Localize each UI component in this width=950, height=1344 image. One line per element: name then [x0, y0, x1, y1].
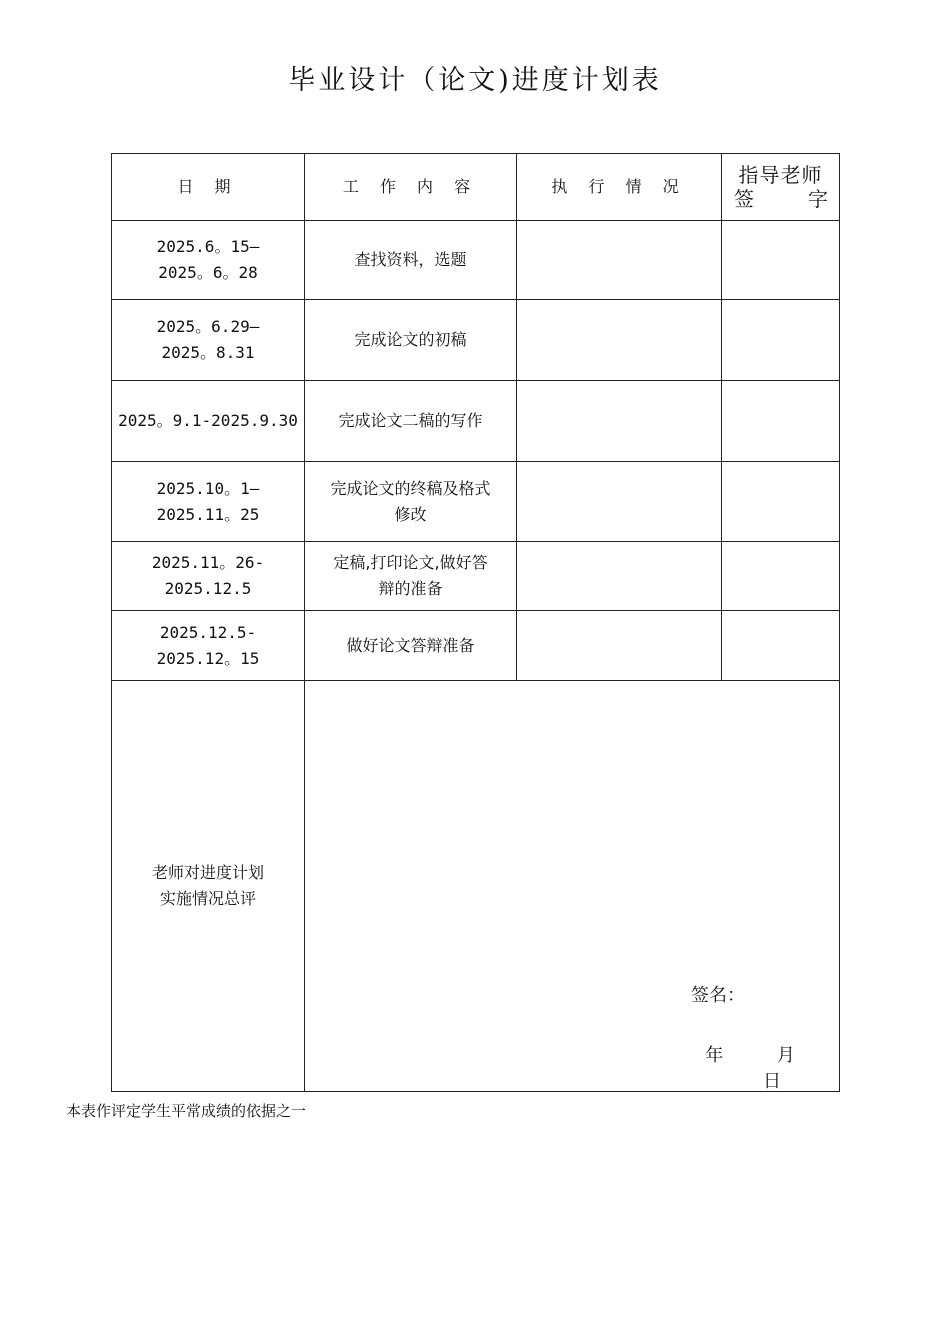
date-line: 2025.11。26-	[151, 553, 265, 572]
table-row	[112, 542, 840, 611]
work-content-cell	[305, 542, 517, 611]
date-cell	[112, 611, 305, 681]
date-line: 2025。6.29—	[156, 317, 260, 336]
table-row	[112, 462, 840, 542]
work-content-cell	[305, 300, 517, 381]
execution-status-cell[interactable]	[517, 611, 722, 681]
header-execution-status: 执 行 情 况	[517, 154, 722, 221]
work-line: 查找资料，选题	[354, 250, 467, 269]
date-line: 2025.6。15—	[156, 237, 260, 256]
header-signature-char-2: 字	[808, 187, 829, 211]
execution-status-cell[interactable]	[517, 542, 722, 611]
signature-date-year: 年	[705, 1045, 724, 1066]
schedule-table	[111, 153, 840, 1092]
execution-status-cell[interactable]	[517, 221, 722, 300]
execution-status-cell[interactable]	[517, 381, 722, 462]
work-line: 完成论文二稿的写作	[338, 411, 483, 430]
summary-label-cell	[112, 681, 305, 1092]
date-line: 2025。6。28	[158, 263, 258, 282]
date-cell	[112, 542, 305, 611]
table-row	[112, 381, 840, 462]
table-row	[112, 300, 840, 381]
advisor-signature-cell[interactable]	[722, 611, 840, 681]
page-title: 毕业设计（论文)进度计划表	[288, 65, 662, 96]
table-row	[112, 221, 840, 300]
work-line: 做好论文答辩准备	[346, 635, 475, 655]
summary-row	[112, 681, 840, 1092]
date-line: 2025.10。1—	[156, 478, 260, 498]
date-cell	[112, 381, 305, 462]
date-line: 2025.12.5-	[159, 622, 257, 642]
work-line: 完成论文的初稿	[354, 330, 467, 349]
advisor-signature-cell[interactable]	[722, 542, 840, 611]
table-row	[112, 611, 840, 681]
summary-label-line: 实施情况总评	[159, 889, 256, 908]
date-line: 2025。8.31	[161, 343, 255, 362]
summary-comment-area[interactable]	[305, 681, 840, 1092]
advisor-signature-cell[interactable]	[722, 381, 840, 462]
signature-date-day: 日	[763, 1071, 781, 1092]
work-content-cell	[305, 381, 517, 462]
work-line: 完成论文的终稿及格式	[330, 478, 491, 498]
work-content-cell	[305, 221, 517, 300]
date-line: 2025。9.1-2025.9.30	[118, 411, 298, 430]
work-content-cell	[305, 462, 517, 542]
advisor-signature-cell[interactable]	[722, 462, 840, 542]
work-line: 定稿,打印论文,做好答	[333, 553, 488, 572]
work-content-cell	[305, 611, 517, 681]
date-line: 2025.12。15	[156, 648, 260, 668]
header-date: 日 期	[112, 154, 305, 221]
execution-status-cell[interactable]	[517, 462, 722, 542]
date-cell	[112, 462, 305, 542]
signature-date	[705, 1043, 839, 1095]
signature-date-month: 月	[776, 1045, 795, 1066]
advisor-signature-cell[interactable]	[722, 300, 840, 381]
header-signature-label	[726, 187, 835, 211]
execution-status-cell[interactable]	[517, 300, 722, 381]
footnote: 本表作评定学生平常成绩的依据之一	[66, 1102, 307, 1120]
signature-label: 签名：	[691, 985, 745, 1006]
header-signature-char-1: 签	[734, 187, 755, 211]
header-advisor-label: 指导老师	[738, 163, 823, 187]
header-advisor-signature	[722, 154, 840, 221]
header-work-content: 工 作 内 容	[305, 154, 517, 221]
header-row	[112, 154, 840, 221]
date-cell	[112, 221, 305, 300]
work-line: 修改	[394, 504, 427, 524]
summary-label-line: 老师对进度计划	[151, 863, 264, 882]
work-line: 辩的准备	[378, 579, 443, 598]
date-cell	[112, 300, 305, 381]
date-line: 2025.11。25	[156, 504, 260, 524]
advisor-signature-cell[interactable]	[722, 221, 840, 300]
date-line: 2025.12.5	[164, 579, 252, 598]
